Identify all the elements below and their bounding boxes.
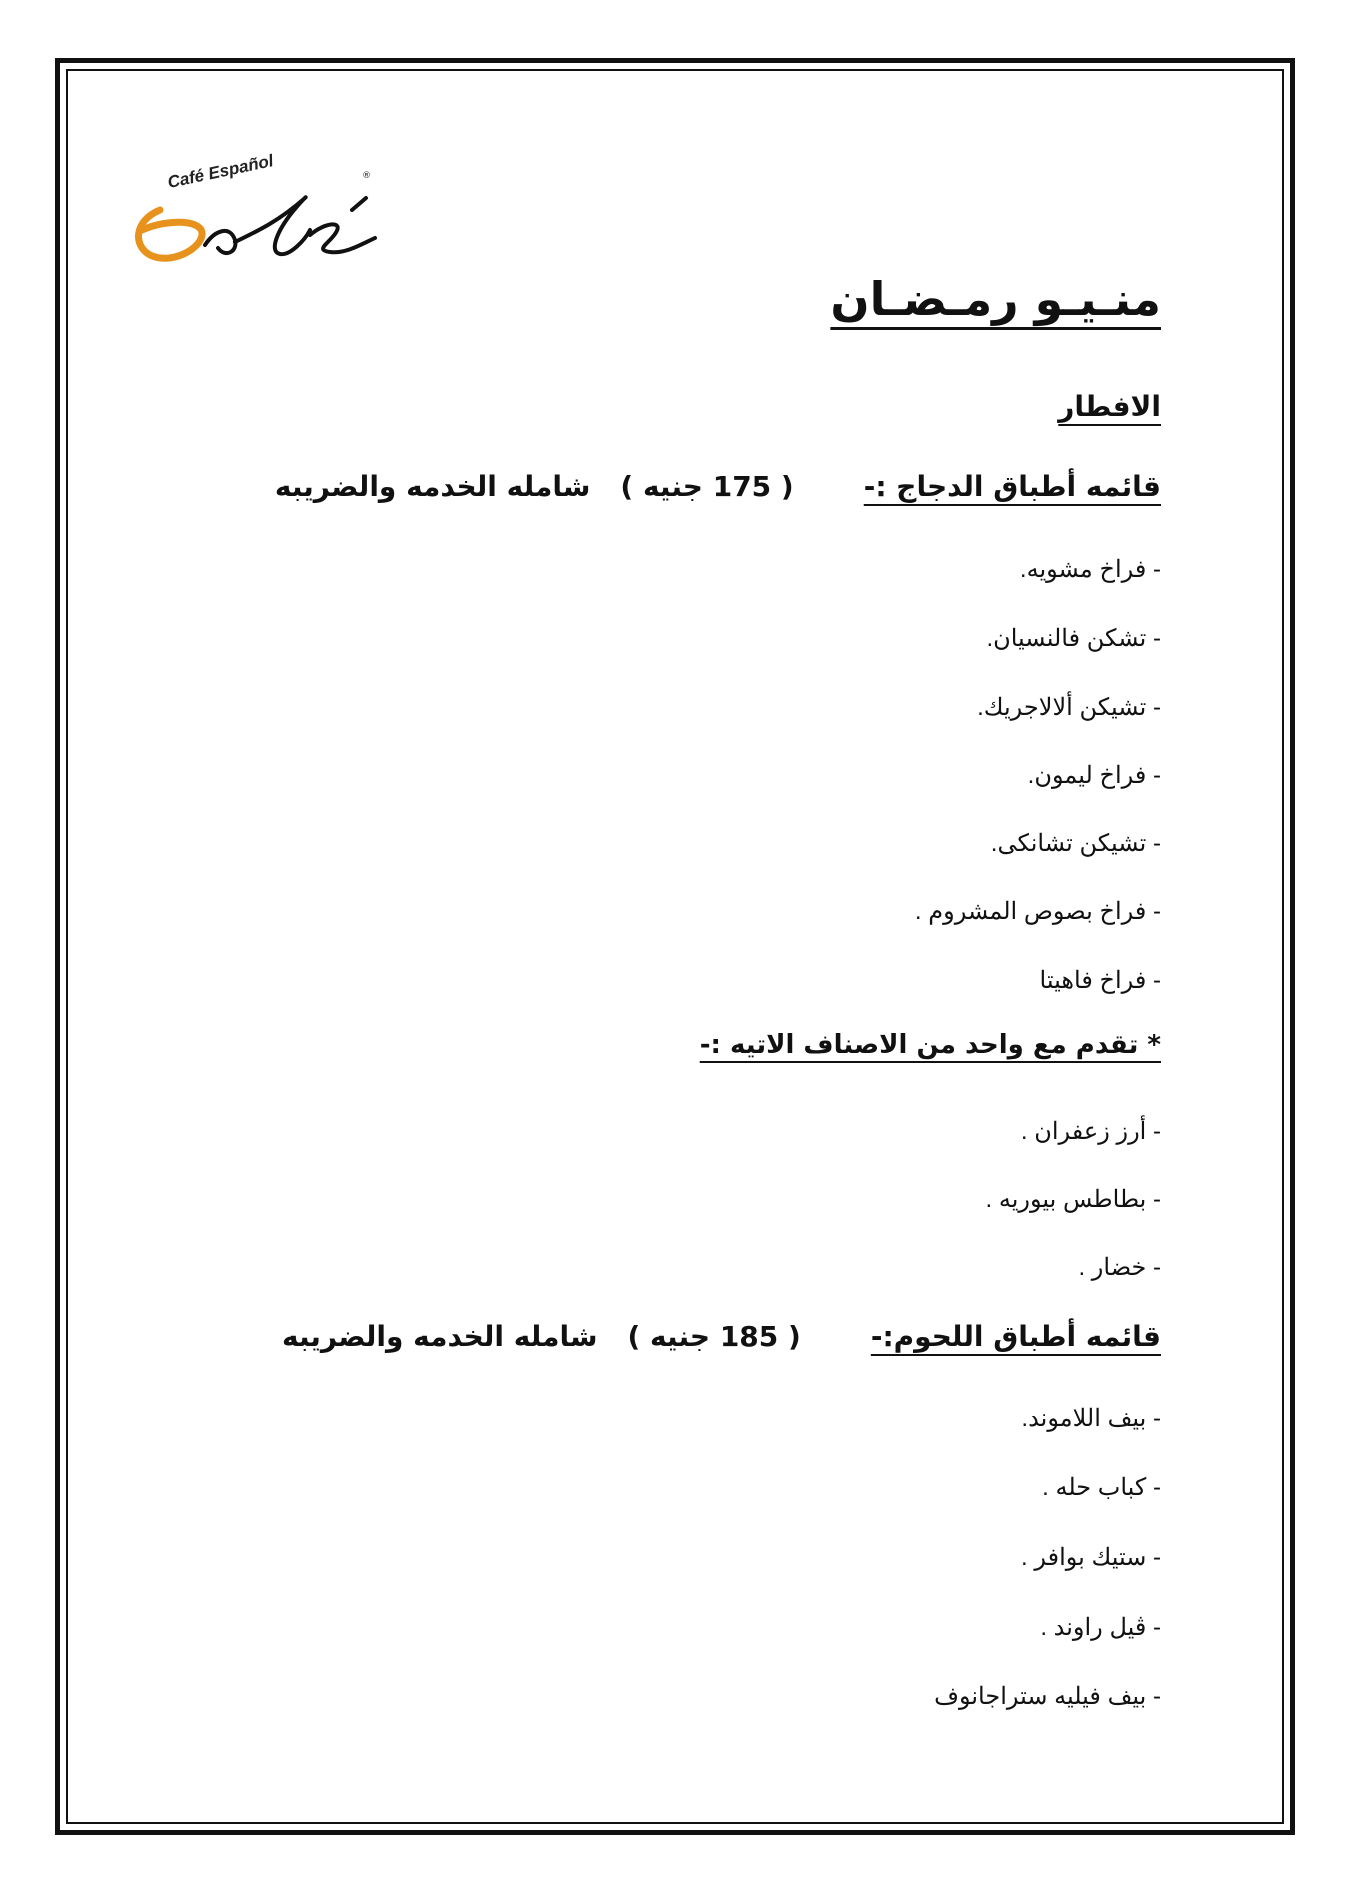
page-title: منـيـو رمـضـان <box>830 272 1161 326</box>
meat-item: - بيف اللاموند. <box>1021 1405 1161 1432</box>
chicken-item: - تشيكن تشانكى. <box>990 830 1161 857</box>
chicken-item: - فراخ مشويه. <box>1019 556 1161 583</box>
meat-price-note: شامله الخدمه والضريبه <box>281 1320 598 1353</box>
chicken-item: - فراخ ليمون. <box>1027 762 1161 789</box>
chicken-price-note: شامله الخدمه والضريبه <box>274 470 591 503</box>
side-item: - أرز زعفران . <box>1020 1118 1161 1145</box>
section-iftar-heading: الافطار <box>1058 390 1161 423</box>
side-item: - بطاطس بيوريه . <box>985 1186 1161 1213</box>
chicken-heading: قائمه أطباق الدجاج :- <box>863 470 1161 503</box>
meat-item: - كباب حله . <box>1042 1474 1161 1501</box>
chicken-item: - فراخ بصوص المشروم . <box>914 898 1161 925</box>
logo-script-mark <box>130 190 380 285</box>
chicken-price: ( 175 جنيه ) <box>620 470 794 503</box>
chicken-item: - تشكن فالنسيان. <box>986 625 1161 652</box>
chicken-category-header <box>275 470 1161 503</box>
meat-item: - بيف فيليه ستراجانوف <box>934 1683 1161 1710</box>
sides-heading: * تقدم مع واحد من الاصناف الاتيه :- <box>699 1030 1161 1060</box>
cafe-logo <box>130 151 380 285</box>
logo-tagline: Café Español <box>165 151 276 193</box>
meat-item: - ستيك بوافر . <box>1021 1544 1161 1571</box>
meat-heading: قائمه أطباق اللحوم:- <box>870 1320 1161 1353</box>
registered-mark: ® <box>362 171 371 181</box>
meat-item: - ڤيل راوند . <box>1040 1614 1161 1641</box>
side-item: - خضار . <box>1078 1254 1161 1281</box>
chicken-item: - فراخ فاهيتا <box>1039 967 1161 994</box>
meat-category-header <box>282 1320 1161 1353</box>
chicken-item: - تشيكن ألالاجريك. <box>977 694 1161 721</box>
meat-price: ( 185 جنيه ) <box>627 1320 801 1353</box>
